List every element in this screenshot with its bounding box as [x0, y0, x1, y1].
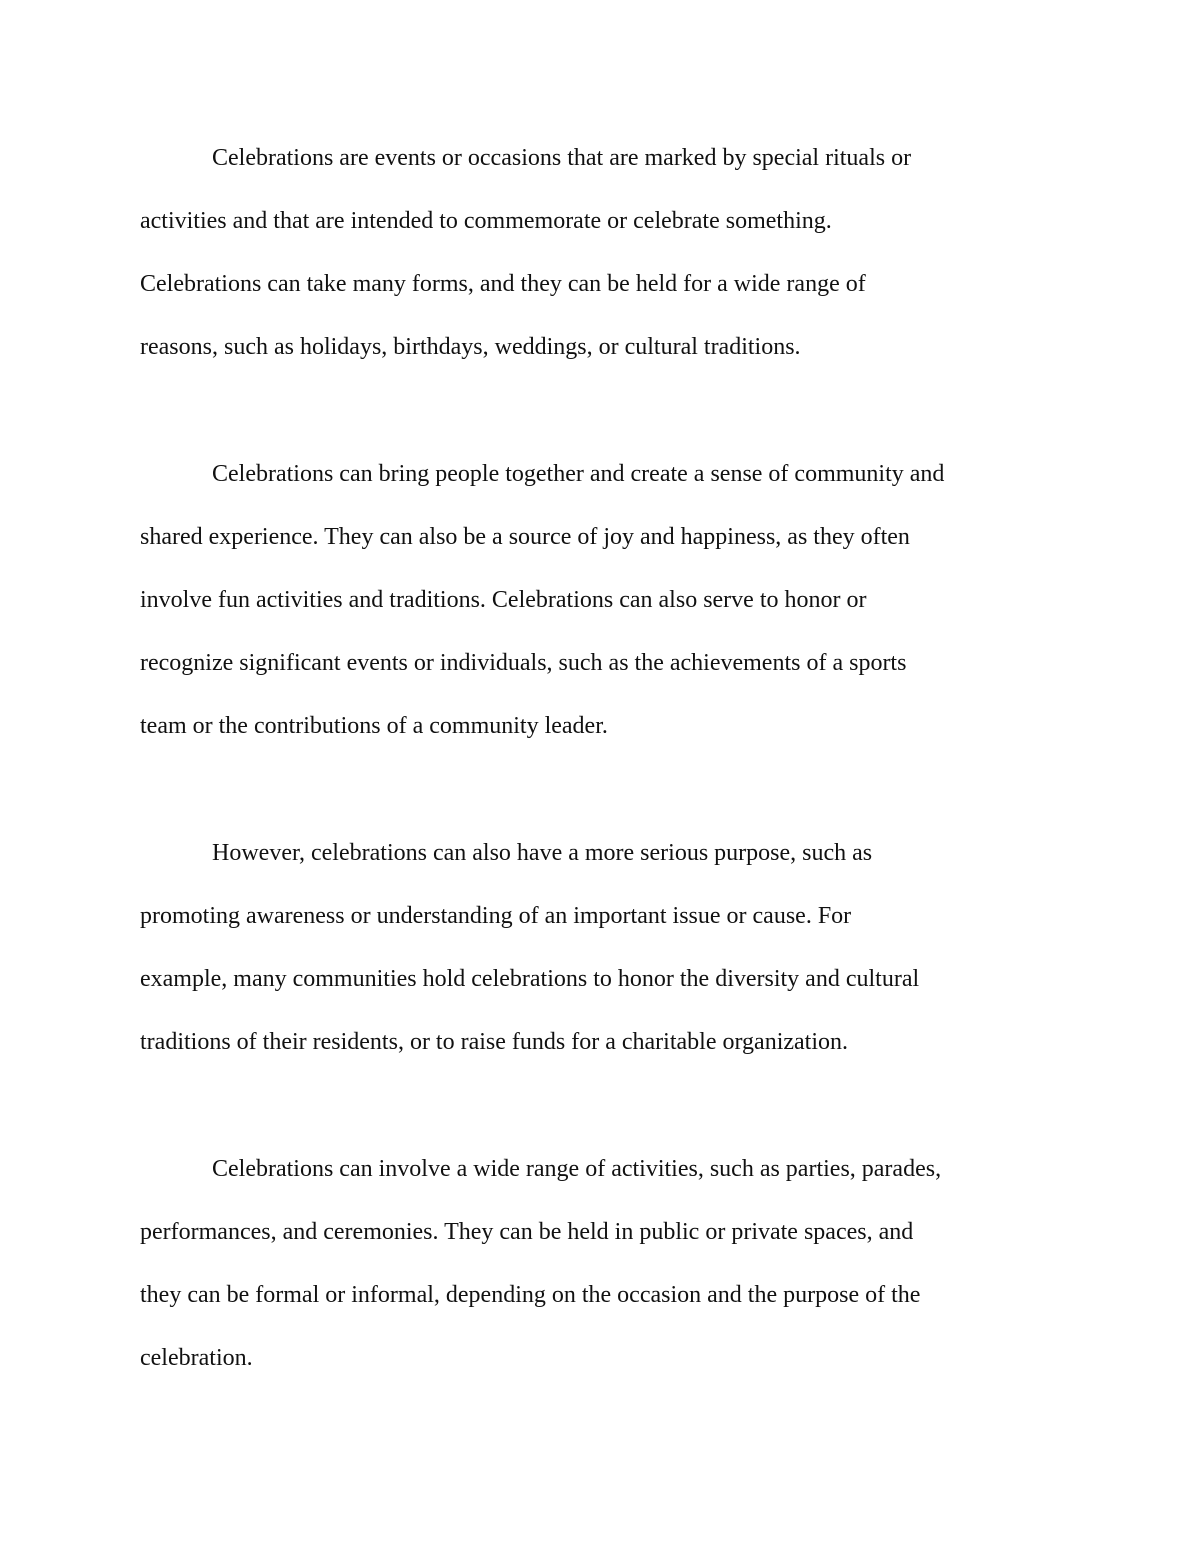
paragraph-line: promoting awareness or understanding of an important issue or cause. For	[140, 903, 852, 929]
paragraph-line: traditions of their residents, or to raise funds for a charitable organization.	[140, 1029, 848, 1055]
paragraph-line: shared experience. They can also be a source of joy and happiness, as they often	[140, 524, 910, 550]
paragraph-line: reasons, such as holidays, birthdays, weddings, or cultural traditions.	[140, 334, 801, 360]
paragraph-line: Celebrations are events or occasions that are marked by special rituals or	[212, 145, 912, 171]
paragraph-line: Celebrations can involve a wide range of activities, such as parties, parades,	[212, 1156, 942, 1182]
paragraph-line: Celebrations can take many forms, and they can be held for a wide range of	[140, 271, 866, 297]
paragraph-line: they can be formal or informal, depending on the occasion and the purpose of the	[140, 1282, 921, 1308]
paragraph-line: Celebrations can bring people together and create a sense of community and	[212, 461, 945, 487]
paragraph-line: involve fun activities and traditions. Celebrations can also serve to honor or	[140, 587, 867, 613]
paragraph-line: example, many communities hold celebrations to honor the diversity and cultural	[140, 966, 920, 992]
paragraph-line: recognize significant events or individuals, such as the achievements of a sports	[140, 650, 907, 676]
paragraph-line: However, celebrations can also have a more serious purpose, such as	[212, 840, 873, 866]
paragraph-line: performances, and ceremonies. They can be held in public or private spaces, and	[140, 1219, 914, 1245]
paragraph-line: team or the contributions of a community leader.	[140, 713, 608, 739]
paragraph-line: activities and that are intended to commemorate or celebrate something.	[140, 208, 832, 234]
paragraph-line: celebration.	[140, 1345, 253, 1371]
